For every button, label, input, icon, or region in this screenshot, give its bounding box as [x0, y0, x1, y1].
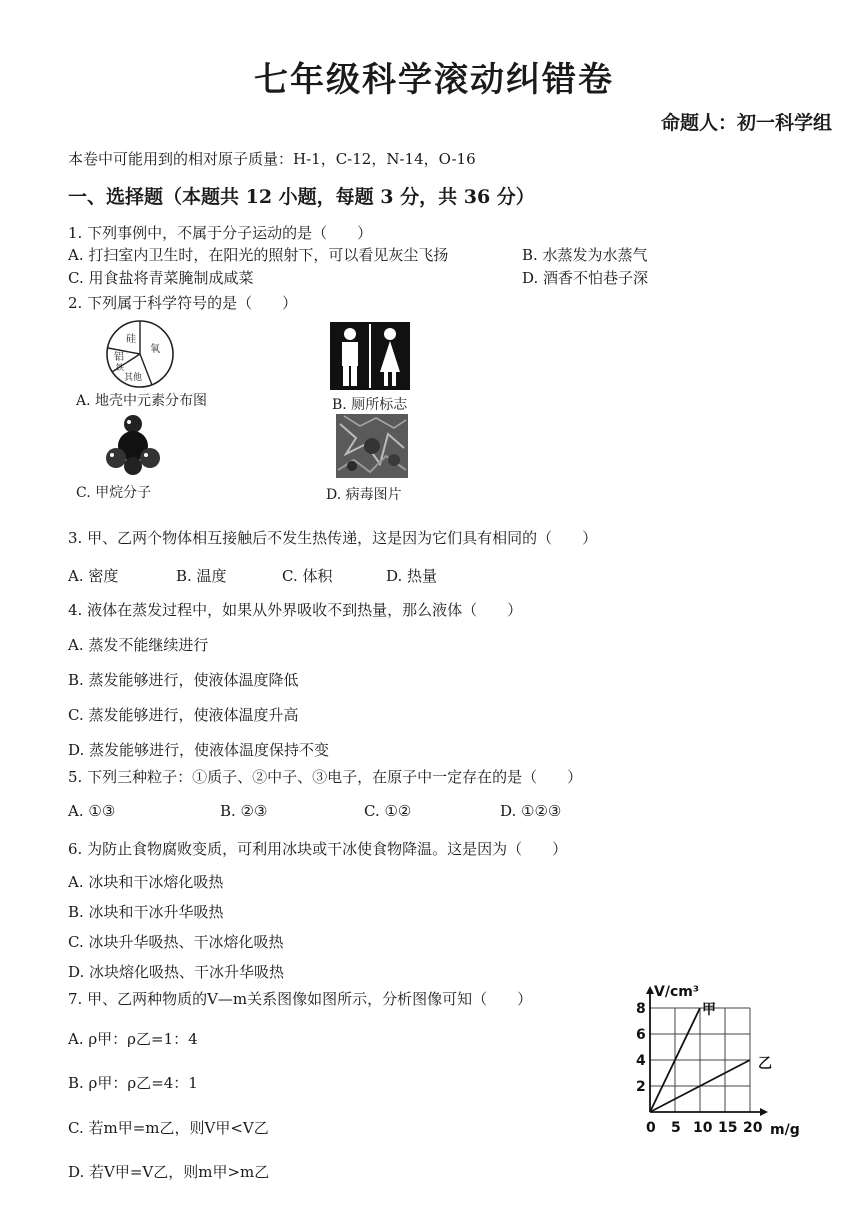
methane-molecule-icon	[102, 414, 164, 478]
q3-option-a: A. 密度	[68, 567, 119, 585]
q2-option-d: D. 病毒图片	[326, 487, 402, 503]
q4-option-c: C. 蒸发能够进行，使液体温度升高	[68, 706, 299, 724]
q5-option-a: A. ①③	[68, 802, 116, 820]
q2-stem: 2. 下列属于科学符号的是（ ）	[68, 294, 298, 312]
pie-label-aluminum: 铝	[114, 352, 124, 363]
q7-option-d: D. 若V甲=V乙，则m甲>m乙	[68, 1163, 270, 1181]
q5-stem: 5. 下列三种粒子：①质子、②中子、③电子，在原子中一定存在的是（ ）	[68, 768, 583, 786]
q6-option-b: B. 冰块和干冰升华吸热	[68, 903, 224, 921]
q3-option-c: C. 体积	[282, 567, 333, 585]
atomic-mass-note: 本卷中可能用到的相对原子质量：H-1，C-12，N-14，O-16	[68, 150, 476, 168]
q4-option-b: B. 蒸发能够进行，使液体温度降低	[68, 671, 299, 689]
chart-series-label: 甲	[702, 1002, 716, 1018]
pie-label-iron: 铁	[116, 363, 124, 372]
q1-stem: 1. 下列事例中，不属于分子运动的是（ ）	[68, 224, 373, 242]
q4-option-d: D. 蒸发能够进行，使液体温度保持不变	[68, 741, 330, 759]
chart-x-tick-label: 20	[743, 1120, 763, 1136]
chart-y-tick-label: 8	[636, 1001, 646, 1017]
chart-x-tick-label: 10	[693, 1120, 713, 1136]
exam-title: 七年级科学滚动纠错卷	[254, 60, 614, 100]
chart-y-tick-label: 6	[636, 1027, 646, 1043]
q7-stem: 7. 甲、乙两种物质的V—m关系图像如图所示，分析图像可知（ ）	[68, 990, 533, 1008]
virus-photo-figure	[336, 414, 408, 478]
q6-option-d: D. 冰块熔化吸热、干冰升华吸热	[68, 963, 285, 981]
q2-option-b: B. 厕所标志	[332, 397, 408, 413]
q6-option-a: A. 冰块和干冰熔化吸热	[68, 873, 224, 891]
q5-option-b: B. ②③	[220, 802, 268, 820]
chart-y-tick-label: 2	[636, 1079, 646, 1095]
q5-option-c: C. ①②	[364, 802, 412, 820]
q4-option-a: A. 蒸发不能继续进行	[68, 636, 209, 654]
q6-option-c: C. 冰块升华吸热、干冰熔化吸热	[68, 933, 284, 951]
q1-option-d: D. 酒香不怕巷子深	[522, 269, 649, 287]
pie-label-oxygen: 氧	[150, 344, 160, 355]
chart-x-tick-label: 15	[718, 1120, 738, 1136]
crust-element-pie	[104, 318, 176, 390]
q7-option-c: C. 若m甲=m乙，则V甲<V乙	[68, 1119, 269, 1137]
vm-chart-svg	[624, 978, 814, 1148]
crust-element-pie-figure	[104, 318, 176, 390]
q1-option-a: A. 打扫室内卫生时，在阳光的照射下，可以看见灰尘飞扬	[68, 246, 449, 264]
q2-option-c: C. 甲烷分子	[76, 485, 152, 501]
q6-stem: 6. 为防止食物腐败变质，可利用冰块或干冰使食物降温。这是因为（ ）	[68, 840, 568, 858]
restroom-sign-icon	[330, 322, 410, 390]
chart-ylabel: V/cm³	[654, 984, 699, 1000]
q3-option-b: B. 温度	[176, 567, 227, 585]
virus-photo-image	[336, 414, 408, 478]
q1-option-c: C. 用食盐将青菜腌制成咸菜	[68, 269, 254, 287]
pie-label-other: 其他	[124, 373, 143, 383]
q3-option-d: D. 热量	[386, 567, 438, 585]
q7-option-a: A. ρ甲：ρ乙=1：4	[68, 1030, 198, 1048]
q5-option-d: D. ①②③	[500, 802, 562, 820]
section-title-choice: 一、选择题（本题共 12 小题，每题 3 分，共 36 分）	[68, 186, 535, 208]
q1-option-b: B. 水蒸发为水蒸气	[522, 246, 648, 264]
chart-series-label: 乙	[758, 1056, 772, 1072]
methane-molecule-figure	[102, 414, 164, 478]
restroom-sign-figure	[330, 322, 410, 390]
chart-y-arrow	[646, 986, 654, 994]
exam-author: 命题人：初一科学组	[660, 112, 832, 134]
chart-x-tick-label: 5	[671, 1120, 681, 1136]
q2-option-a: A. 地壳中元素分布图	[76, 393, 208, 409]
chart-x-tick-label: 0	[646, 1120, 656, 1136]
q4-stem: 4. 液体在蒸发过程中，如果从外界吸收不到热量，那么液体（ ）	[68, 601, 523, 619]
chart-xlabel: m/g	[770, 1122, 800, 1138]
chart-x-arrow	[760, 1108, 768, 1116]
vm-chart	[624, 978, 814, 1148]
chart-y-tick-label: 4	[636, 1053, 646, 1069]
pie-label-silicon: 硅	[126, 334, 136, 345]
q3-stem: 3. 甲、乙两个物体相互接触后不发生热传递，这是因为它们具有相同的（ ）	[68, 529, 598, 547]
q7-option-b: B. ρ甲：ρ乙=4：1	[68, 1074, 198, 1092]
